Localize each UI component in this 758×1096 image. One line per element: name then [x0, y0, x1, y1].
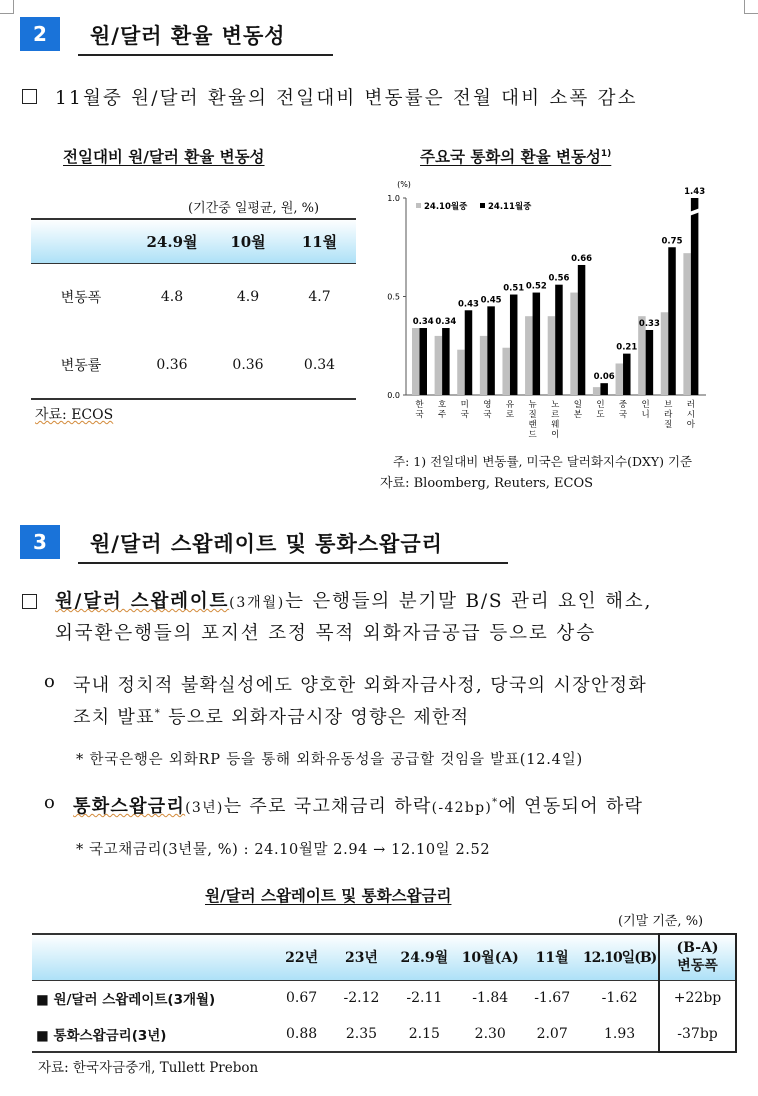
row-label: ■ 원/달러 스왑레이트(3개월) [36, 992, 216, 1009]
corner-mark-tr [744, 0, 758, 14]
table-cell: +22bp [659, 980, 736, 1016]
row-label: ■ 통화스왑금리(3년) [36, 1027, 167, 1044]
category-label: 라 [664, 410, 673, 420]
table-cell: 0.67 [286, 990, 318, 1007]
category-label: 인 [641, 400, 650, 410]
data-label: 0.51 [503, 283, 525, 294]
category-label: 로 [505, 410, 515, 420]
category-label: 드 [528, 430, 537, 440]
table-source: 자료: ECOS [35, 407, 114, 423]
bullet-square-icon [22, 594, 37, 613]
category-label: 이 [551, 430, 560, 440]
category-label: 유 [505, 400, 515, 410]
category-label: 뉴 [528, 400, 537, 410]
chart-bar [525, 316, 533, 395]
category-label: 웨 [551, 420, 560, 430]
data-label: 1.43 [684, 187, 706, 197]
chart-bar [548, 316, 556, 395]
data-label: 0.66 [571, 253, 593, 264]
chart-bar [487, 306, 495, 395]
category-label: 러 [686, 400, 695, 410]
chart-bar [420, 328, 428, 395]
row-label: 변동폭 [60, 290, 102, 307]
category-label: 일 [573, 400, 582, 410]
table-cell: 1.93 [603, 1025, 636, 1042]
chart-bar [457, 350, 465, 395]
category-label: 호 [438, 400, 447, 410]
category-label: 노 [551, 400, 560, 410]
chart-bar [661, 312, 669, 395]
category-label: 국 [483, 410, 492, 420]
bullet-square-icon [22, 89, 37, 108]
category-label: 중 [618, 400, 628, 410]
table-cell: -2.11 [406, 990, 443, 1007]
table-cell: 2.15 [408, 1025, 440, 1042]
chart-note: 주: 1) 전일대비 변동률, 미국은 달러화지수(DXY) 기준 [393, 454, 693, 469]
legend-label: 24.10월중 [424, 202, 468, 212]
chart-bar [668, 247, 676, 395]
category-label: 질 [664, 420, 673, 430]
data-label: 0.75 [661, 236, 683, 247]
table-title: 전일대비 원/달러 환율 변동성 [63, 148, 265, 166]
category-label: 한 [415, 400, 424, 410]
category-label: 국 [415, 410, 424, 420]
table-cell: 0.34 [303, 356, 336, 373]
data-label: 0.06 [593, 372, 615, 383]
category-label: 주 [438, 410, 447, 420]
o1-line1: 국내 정치적 불확실성에도 양호한 외화자금사정, 당국의 시장안정화 [73, 675, 648, 696]
data-label: 0.34 [435, 317, 457, 328]
chart-bar [480, 336, 488, 395]
legend-swatch [480, 203, 485, 208]
data-label: 0.21 [616, 342, 638, 353]
table-cell: 0.88 [286, 1025, 318, 1042]
row-label: 변동률 [60, 357, 102, 374]
chart-bar [600, 383, 608, 395]
chart-source: 자료: Bloomberg, Reuters, ECOS [380, 476, 594, 491]
sec3-bullet-line1: 원/달러 스왑레이트(3개월)는 은행들의 분기말 B/S 관리 요인 해소, [55, 591, 653, 612]
section-number: 3 [20, 525, 60, 559]
table-cell: -1.84 [472, 990, 509, 1007]
chart-bar [412, 328, 420, 395]
chart-title: 주요국 통화의 환율 변동성$^{1)}$ [420, 148, 612, 166]
chart-bar [435, 336, 443, 395]
category-label: 미 [460, 400, 469, 410]
chart-bar [578, 265, 586, 395]
chart-bar [555, 285, 563, 395]
category-label: 국 [618, 410, 628, 420]
o2-line: 통화스왑금리(3년)는 주로 국고채금리 하락(-42bp)*에 연동되어 하락 [73, 796, 644, 817]
category-label: 아 [686, 420, 695, 430]
table-header: 10월 [230, 232, 266, 251]
chart-bar [465, 310, 473, 395]
data-label: 0.34 [412, 317, 434, 328]
o1-note: * 한국은행은 외화RP 등을 통해 외화유동성을 공급할 것임을 발표(12.4일) [76, 752, 583, 768]
category-label: 본 [573, 410, 582, 420]
section-underline [78, 562, 508, 564]
table-cell: -2.12 [343, 990, 380, 1007]
table-cell: -1.67 [534, 990, 571, 1007]
table-header: 10월(A) [461, 950, 519, 967]
table-cell: -1.62 [601, 990, 638, 1007]
sec3-bullet-line2: 외국환은행들의 포지션 조정 목적 외화자금공급 등으로 상승 [55, 623, 596, 644]
category-label: 질 [528, 410, 537, 420]
legend-swatch [416, 203, 421, 208]
legend-label: 24.11월중 [488, 202, 532, 212]
table-cell: 0.36 [232, 356, 264, 373]
y-tick-label: 0.0 [387, 391, 400, 400]
category-label: 니 [641, 410, 650, 420]
data-label: 0.33 [638, 318, 660, 329]
chart-bar [593, 387, 601, 395]
table-cell: 0.36 [156, 356, 188, 373]
category-label: 브 [664, 400, 673, 410]
data-label: 0.56 [548, 273, 570, 284]
o-marker: o [44, 671, 57, 692]
o1-line2: 조치 발표* 등으로 외화자금시장 영향은 제한적 [73, 707, 470, 728]
o2-note: * 국고채금리(3년물, %) : 24.10월말 2.94 → 12.10일 2.52 [76, 842, 491, 858]
corner-mark-tl [0, 0, 14, 14]
category-label: 르 [551, 410, 560, 420]
table-cell: 4.9 [236, 289, 260, 306]
y-tick-label: 1.0 [387, 194, 400, 203]
section-title: 원/달러 스왑레이트 및 통화스왑금리 [90, 532, 443, 556]
volatility-table [31, 218, 356, 400]
data-label: 0.52 [525, 281, 547, 292]
category-label: 시 [686, 410, 695, 420]
data-label: 0.45 [480, 295, 502, 306]
category-label: 국 [460, 410, 469, 420]
chart-bar [623, 354, 631, 395]
y-tick-label: 0.5 [387, 292, 400, 302]
table-header: 22년 [285, 950, 319, 967]
chart-bar [510, 295, 518, 395]
chart-bar [570, 293, 578, 395]
table-cell: -37bp [659, 1016, 736, 1052]
sec2-bullet-text: 11월중 원/달러 환율의 전일대비 변동률은 전월 대비 소폭 감소 [55, 88, 638, 109]
table-cell: 4.8 [160, 289, 184, 306]
section-title: 원/달러 환율 변동성 [90, 24, 286, 48]
chart-bar [442, 328, 450, 395]
table-header [32, 934, 272, 980]
y-unit-label: (%) [397, 180, 411, 189]
section-underline [78, 54, 333, 56]
o-marker: o [44, 792, 57, 813]
currency-volatility-chart [372, 174, 712, 460]
swap-rate-table [32, 933, 737, 1053]
table-unit: (기간중 일평균, 원, %) [188, 201, 320, 216]
table-header [31, 219, 131, 263]
data-label: 0.43 [457, 299, 479, 310]
chart-bar [691, 198, 699, 395]
chart-bar [502, 348, 510, 395]
category-label: 영 [483, 400, 492, 410]
chart-bar [646, 330, 654, 395]
table-title: 원/달러 스왑레이트 및 통화스왑금리 [205, 887, 452, 905]
category-label: 인 [596, 400, 605, 410]
section-number: 2 [20, 17, 60, 51]
table-unit: (기말 기준, %) [618, 914, 704, 929]
category-label: 랜 [528, 420, 537, 430]
table-cell: 4.7 [308, 289, 331, 306]
category-label: 도 [596, 410, 605, 420]
table-header: 23년 [344, 950, 378, 967]
table-cell: 2.30 [474, 1025, 506, 1042]
table-header: 24.9월 [146, 232, 198, 251]
table-header: 24.9월 [400, 950, 449, 967]
chart-bar [533, 293, 541, 395]
table-cell: 2.07 [536, 1025, 568, 1042]
table-cell: 2.35 [345, 1025, 378, 1042]
table-header: 11월 [535, 950, 569, 967]
table-header: 12.10일(B) [582, 950, 657, 967]
chart-bar [616, 363, 624, 395]
table-header: 11월 [301, 232, 338, 251]
table-source: 자료: 한국자금중개, Tullett Prebon [38, 1060, 259, 1076]
table-header: (B-A) 변동폭 [659, 934, 736, 980]
chart-bar [683, 253, 691, 395]
